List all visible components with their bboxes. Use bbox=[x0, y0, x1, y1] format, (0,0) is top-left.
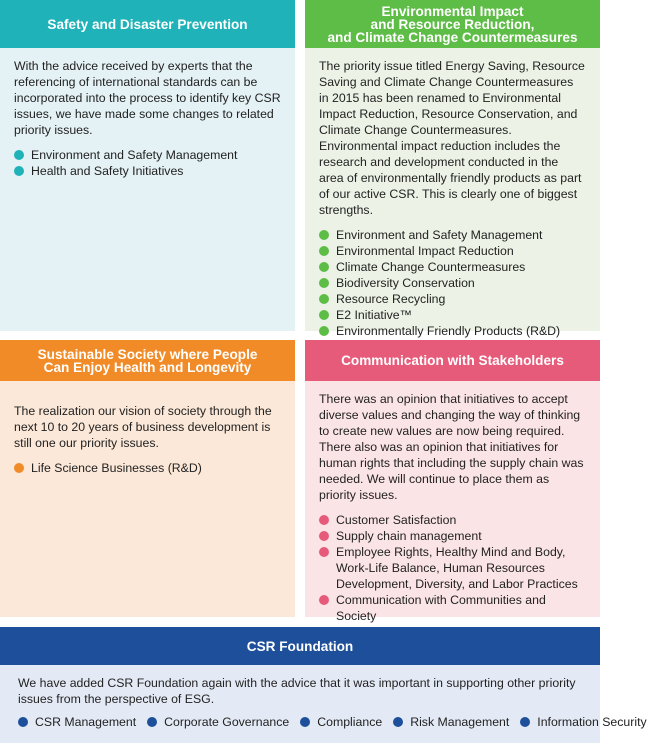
bullet-dot-icon bbox=[14, 463, 24, 473]
list-item: E2 Initiative™ bbox=[319, 307, 586, 323]
list-item: Risk Management bbox=[393, 714, 509, 730]
bullet-dot-icon bbox=[147, 717, 157, 727]
csr-foundation-text: We have added CSR Foundation again with the advice that it was important in supporting other priority issues from the perspective of ESG. bbox=[18, 676, 576, 706]
bullet-dot-icon bbox=[18, 717, 28, 727]
bullet-dot-icon bbox=[319, 326, 329, 336]
communication-content bbox=[305, 381, 600, 623]
csr-foundation-list bbox=[18, 714, 647, 730]
bullet-dot-icon bbox=[393, 717, 403, 727]
list-item: Environmentally Friendly Products (R&D) bbox=[319, 323, 586, 339]
bullet-dot-icon bbox=[319, 278, 329, 288]
health-longevity-content bbox=[0, 381, 295, 617]
safety-text: With the advice received by experts that the referencing of international standards can be incorporated into the process to identify key CSR issues, we have made some changes to related priority issues. bbox=[14, 59, 281, 137]
list-item: Supply chain management bbox=[319, 528, 586, 544]
communication-text: There was an opinion that initiatives to accept diverse values and changing the way of thinking to create new values are now being required. There also was an opinion that initiatives for human rights that including the supply chain was needed. We will continue to place them as priority issues. bbox=[319, 392, 584, 502]
list-item: Biodiversity Conservation bbox=[319, 275, 586, 291]
list-item: Life Science Businesses (R&D) bbox=[14, 460, 281, 476]
list-item: CSR Management bbox=[18, 714, 136, 730]
health-longevity-text: The realization our vision of society through the next 10 to 20 years of business development is still one our priority issues. bbox=[14, 404, 272, 450]
bullet-dot-icon bbox=[520, 717, 530, 727]
health-longevity-panel bbox=[0, 340, 295, 617]
environment-title: Environmental Impact and Resource Reduction, and Climate Change Countermeasures bbox=[305, 0, 600, 48]
bullet-dot-icon bbox=[300, 717, 310, 727]
bullet-dot-icon bbox=[319, 294, 329, 304]
list-item: Corporate Governance bbox=[147, 714, 289, 730]
list-item: Environmental Impact Reduction bbox=[319, 243, 586, 259]
communication-list bbox=[319, 512, 586, 640]
list-item: Information Security bbox=[520, 714, 646, 730]
list-item: Climate Change Countermeasures bbox=[319, 259, 586, 275]
list-item: Environment and Safety Management bbox=[319, 227, 586, 243]
list-item: Employee Rights, Healthy Mind and Body, Work-Life Balance, Human Resources Development, Diversity, and Labor Practices bbox=[319, 544, 586, 592]
health-longevity-list bbox=[14, 460, 281, 476]
safety-list bbox=[14, 147, 281, 179]
bullet-dot-icon bbox=[319, 262, 329, 272]
csr-foundation-panel bbox=[0, 627, 647, 743]
bullet-dot-icon bbox=[319, 515, 329, 525]
safety-panel bbox=[0, 0, 295, 331]
bullet-dot-icon bbox=[319, 547, 329, 557]
list-item: Environment and Safety Management bbox=[14, 147, 281, 163]
health-longevity-title: Sustainable Society where People Can Enjoy Health and Longevity bbox=[0, 340, 295, 381]
bullet-dot-icon bbox=[319, 531, 329, 541]
bullet-dot-icon bbox=[319, 310, 329, 320]
bullet-dot-icon bbox=[319, 246, 329, 256]
bullet-dot-icon bbox=[14, 150, 24, 160]
communication-title: Communication with Stakeholders bbox=[305, 340, 600, 381]
bullet-dot-icon bbox=[319, 230, 329, 240]
list-item: Resource Recycling bbox=[319, 291, 586, 307]
list-item: Customer Satisfaction bbox=[319, 512, 586, 528]
environment-panel bbox=[305, 0, 600, 338]
environment-content bbox=[305, 48, 600, 338]
bullet-dot-icon bbox=[14, 166, 24, 176]
safety-content bbox=[0, 48, 295, 331]
communication-panel bbox=[305, 340, 600, 623]
environment-list bbox=[319, 227, 586, 339]
csr-foundation-title: CSR Foundation bbox=[0, 627, 600, 665]
safety-title: Safety and Disaster Prevention bbox=[0, 0, 295, 48]
bullet-dot-icon bbox=[319, 595, 329, 605]
list-item: Compliance bbox=[300, 714, 382, 730]
list-item: Health and Safety Initiatives bbox=[14, 163, 281, 179]
environment-text: The priority issue titled Energy Saving, Resource Saving and Climate Change Countermeasures in 2015 has been renamed to Environmental Impact Reduction, Resource Conservation, and Climate Change Countermeasures. Environmental impact reduction includes the research and development conducted in the area of environmentally friendly products as part of our active CSR. This is clearly one of biggest strengths. bbox=[319, 59, 585, 217]
list-item: Communication with Communities and Society bbox=[319, 592, 586, 624]
csr-foundation-content bbox=[0, 665, 647, 743]
